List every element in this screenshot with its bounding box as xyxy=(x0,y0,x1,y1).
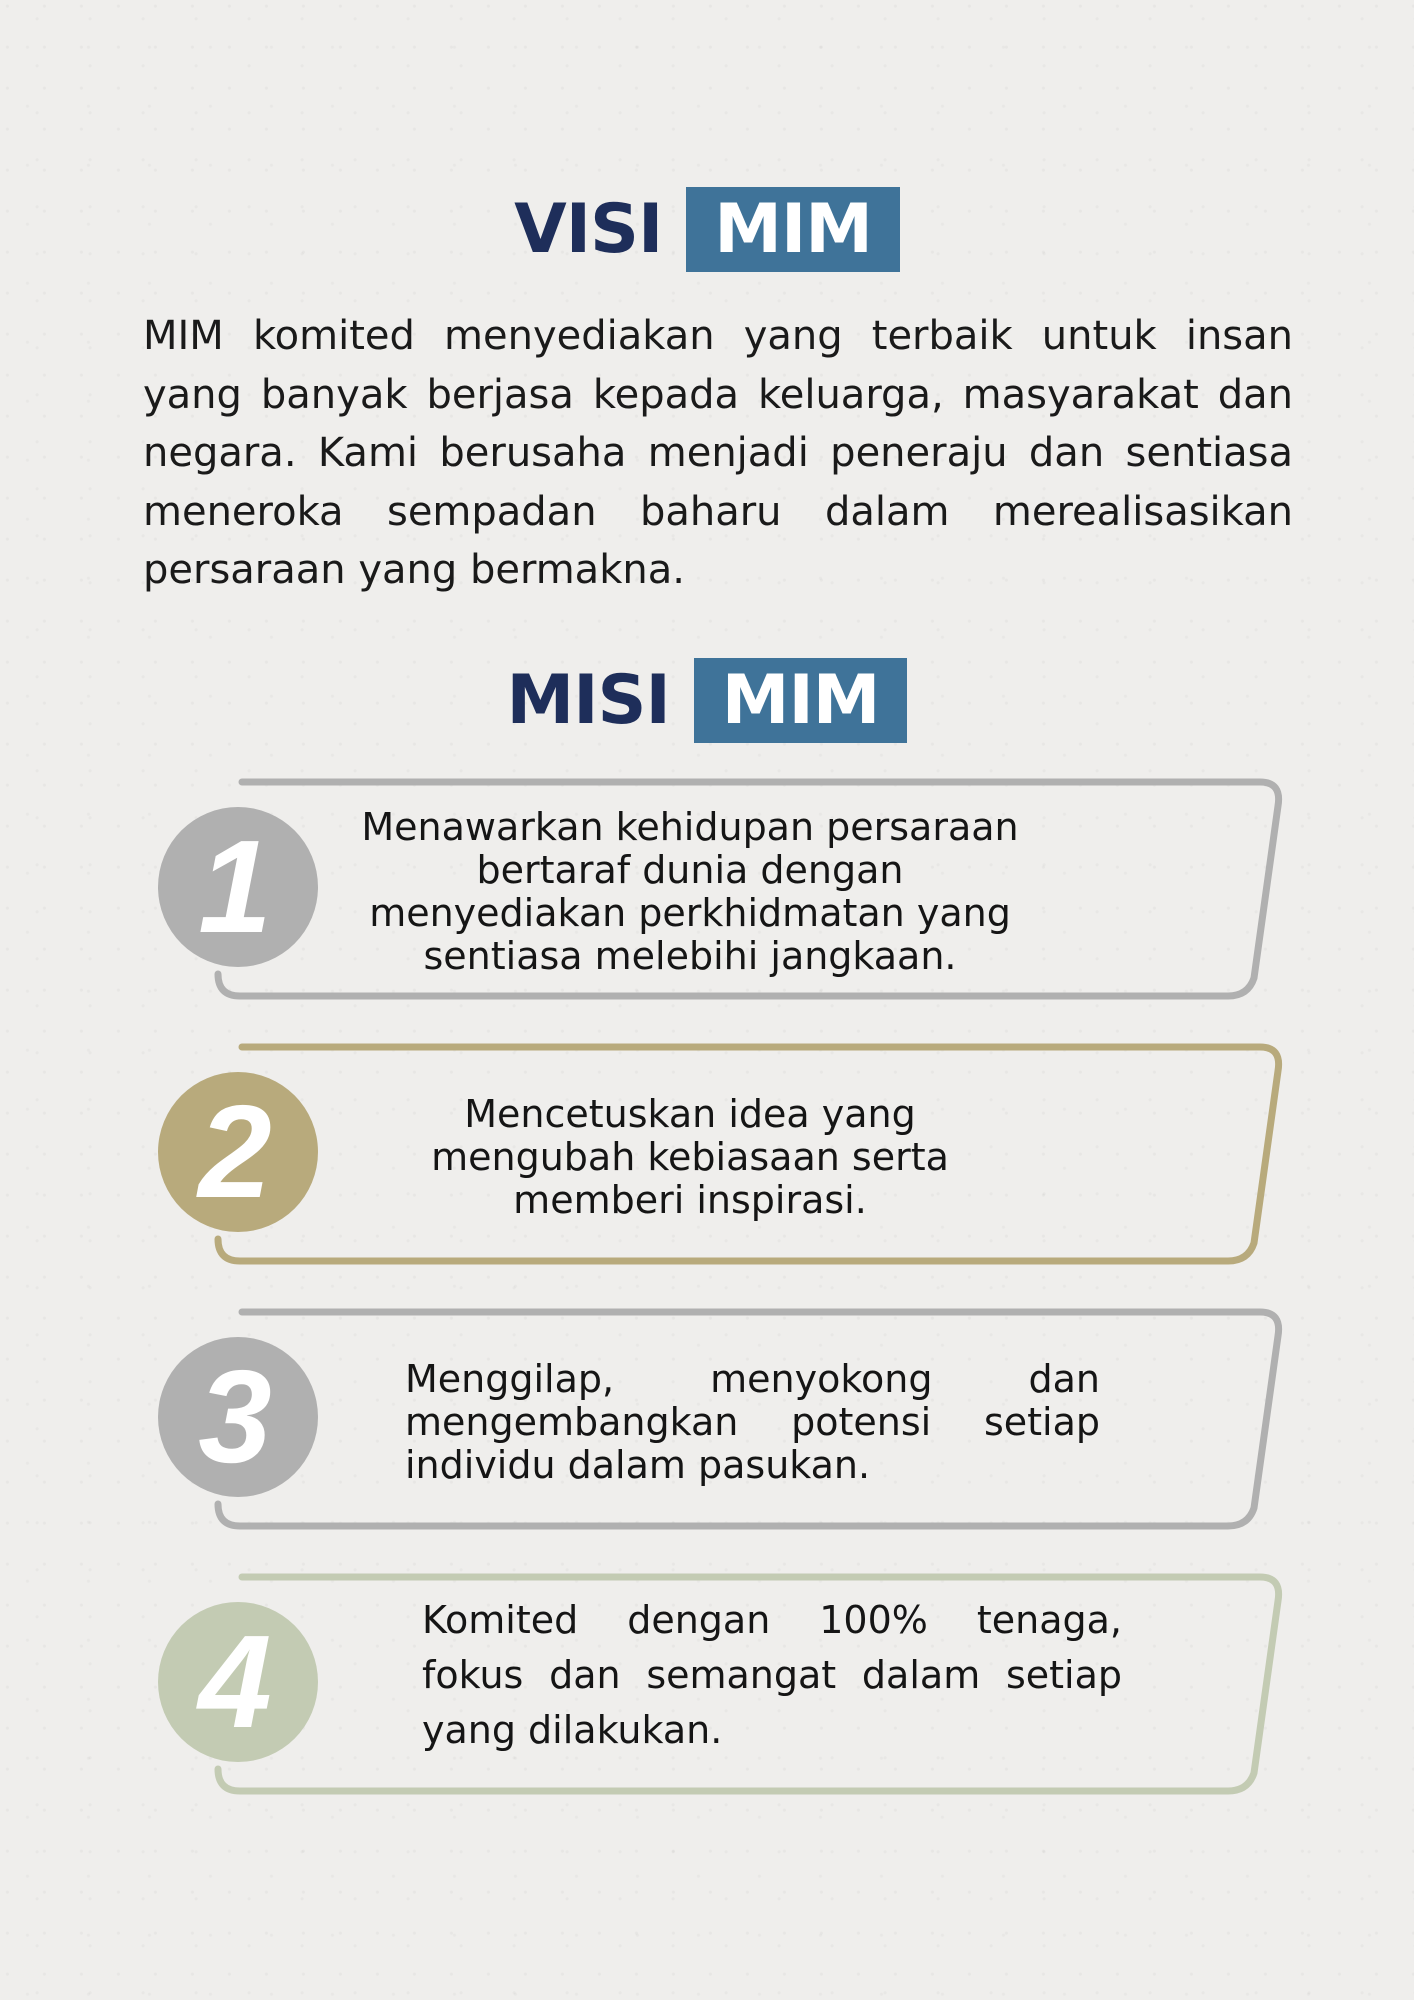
mission-text: Mencetuskan idea yang mengubah kebiasaan serta memberi inspirasi. xyxy=(431,1092,949,1222)
mission-text: Menggilap, menyokong dan mengembangkan potensi setiap individu dalam pasukan. xyxy=(405,1357,1100,1487)
mission-text: Menawarkan kehidupan persaraan bertaraf dunia dengan menyediakan perkhidmatan yang sentiasa melebihi jangkaan. xyxy=(361,805,1019,978)
mission-item-4 xyxy=(150,1573,1290,1808)
misi-heading xyxy=(0,658,1414,743)
mission-number: 4 xyxy=(198,1608,272,1755)
misi-tag: MIM xyxy=(694,658,908,743)
mission-number-badge xyxy=(158,1337,318,1497)
mission-item-1 xyxy=(150,778,1290,1013)
visi-title: VISI xyxy=(514,190,663,269)
visi-tag: MIM xyxy=(686,187,900,272)
mission-text: Komited dengan 100% tenaga, fokus dan semangat dalam setiap yang dilakukan. xyxy=(422,1598,1122,1752)
mission-number-badge xyxy=(158,807,318,967)
mission-number: 1 xyxy=(198,813,272,960)
mission-number: 2 xyxy=(198,1078,272,1225)
visi-paragraph: MIM komited menyediakan yang terbaik untuk insan yang banyak berjasa kepada keluarga, masyarakat dan negara. Kami berusaha menjadi peneraju dan sentiasa meneroka sempadan baharu dalam merealisasikan persaraan yang bermakna. xyxy=(143,313,1293,593)
visi-heading xyxy=(0,187,1414,272)
mission-item-2 xyxy=(150,1043,1290,1278)
mission-item-3 xyxy=(150,1308,1290,1543)
mission-number-badge xyxy=(158,1602,318,1762)
mission-number: 3 xyxy=(198,1343,272,1490)
mission-number-badge xyxy=(158,1072,318,1232)
misi-title: MISI xyxy=(506,661,670,740)
